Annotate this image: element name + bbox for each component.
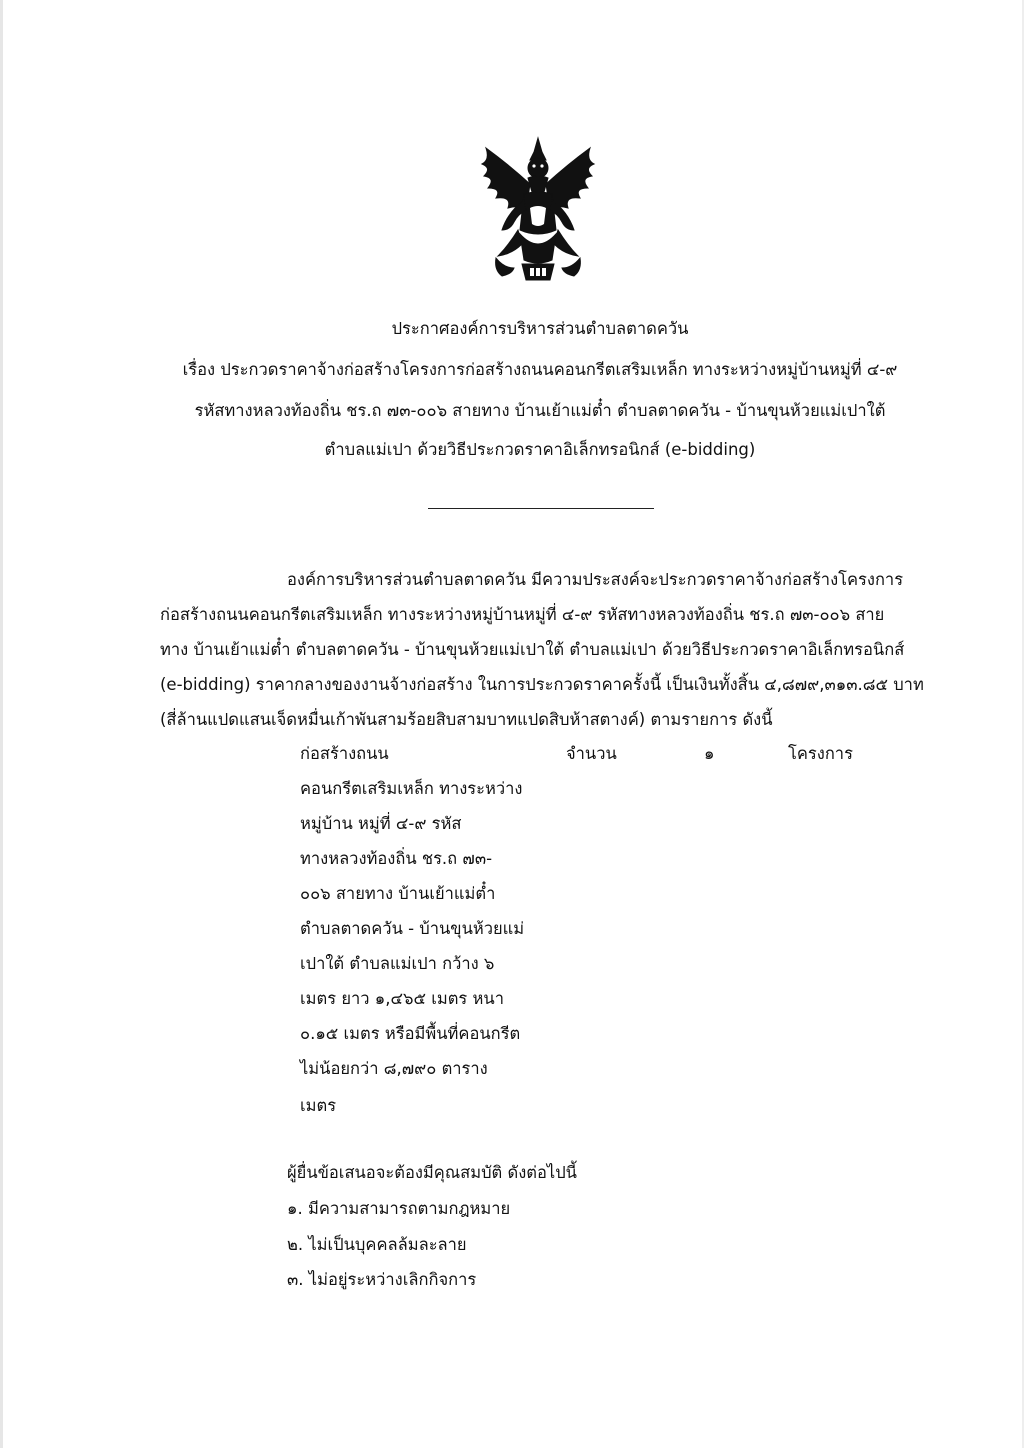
item-description-line: ทางหลวงท้องถิ่น ชร.ถ ๗๓- bbox=[300, 849, 493, 868]
item-description-line: คอนกรีตเสริมเหล็ก ทางระหว่าง bbox=[300, 779, 523, 798]
item-description-line: เมตร bbox=[300, 1096, 337, 1115]
body-line: ทาง บ้านเย้าแม่ต๋ำ ตำบลตาดควัน - บ้านขุนห้วยแม่เปาใต้ ตำบลแม่เปา ด้วยวิธีประกวดราคาอิเล็กทรอนิกส์ bbox=[160, 640, 905, 659]
garuda-emblem-icon bbox=[468, 134, 608, 284]
item-description-line: ไม่น้อยกว่า ๘,๗๙๐ ตาราง bbox=[300, 1059, 488, 1078]
body-line: (สี่ล้านแปดแสนเจ็ดหมื่นเก้าพันสามร้อยสิบสามบาทแปดสิบห้าสตางค์) ตามรายการ ดังนี้ bbox=[160, 710, 773, 729]
item-description-line: ๐๐๖ สายทาง บ้านเย้าแม่ต๋ำ bbox=[300, 884, 496, 903]
title-line-1: ประกาศองค์การบริหารส่วนตำบลตาดควัน bbox=[391, 319, 689, 338]
qualification-item: ๒. ไม่เป็นบุคคลล้มละลาย bbox=[287, 1235, 467, 1254]
item-description-line: ตำบลตาดควัน - บ้านขุนห้วยแม่ bbox=[300, 919, 525, 938]
qualification-item: ๓. ไม่อยู่ระหว่างเลิกกิจการ bbox=[287, 1270, 477, 1289]
title-line-4: ตำบลแม่เปา ด้วยวิธีประกวดราคาอิเล็กทรอนิกส์ (e-bidding) bbox=[324, 440, 756, 459]
item-unit: โครงการ bbox=[788, 744, 853, 763]
qualifications-heading: ผู้ยื่นข้อเสนอจะต้องมีคุณสมบัติ ดังต่อไปนี้ bbox=[287, 1163, 577, 1182]
item-description-line: ก่อสร้างถนน bbox=[300, 744, 389, 763]
item-amount-label: จำนวน bbox=[566, 744, 617, 763]
item-quantity: ๑ bbox=[704, 744, 715, 763]
item-description-line: หมู่บ้าน หมู่ที่ ๔-๙ รหัส bbox=[300, 814, 462, 833]
title-divider bbox=[428, 508, 654, 509]
body-line: (e-bidding) ราคากลางของงานจ้างก่อสร้าง ในการประกวดราคาครั้งนี้ เป็นเงินทั้งสิ้น ๔,๘๗๙,๓๑๓.๘๕ บาท bbox=[160, 675, 924, 694]
title-line-3: รหัสทางหลวงท้องถิ่น ชร.ถ ๗๓-๐๐๖ สายทาง บ้านเย้าแม่ต๋ำ ตำบลตาดควัน - บ้านขุนห้วยแม่เปาใต้ bbox=[194, 401, 886, 420]
item-description-line: ๐.๑๕ เมตร หรือมีพื้นที่คอนกรีต bbox=[300, 1024, 521, 1043]
qualification-item: ๑. มีความสามารถตามกฎหมาย bbox=[287, 1199, 511, 1218]
title-line-2: เรื่อง ประกวดราคาจ้างก่อสร้างโครงการก่อสร้างถนนคอนกรีตเสริมเหล็ก ทางระหว่างหมู่บ้านหมู่ที่ ๔-๙ bbox=[182, 360, 898, 379]
item-description-line: เมตร ยาว ๑,๔๖๕ เมตร หนา bbox=[300, 989, 504, 1008]
scan-edge bbox=[0, 0, 3, 1448]
body-line: ก่อสร้างถนนคอนกรีตเสริมเหล็ก ทางระหว่างหมู่บ้านหมู่ที่ ๔-๙ รหัสทางหลวงท้องถิ่น ชร.ถ ๗๓-๐๐๖ สาย bbox=[160, 605, 885, 624]
body-line: องค์การบริหารส่วนตำบลตาดควัน มีความประสงค์จะประกวดราคาจ้างก่อสร้างโครงการ bbox=[287, 570, 904, 589]
item-description-line: เปาใต้ ตำบลแม่เปา กว้าง ๖ bbox=[300, 954, 495, 973]
